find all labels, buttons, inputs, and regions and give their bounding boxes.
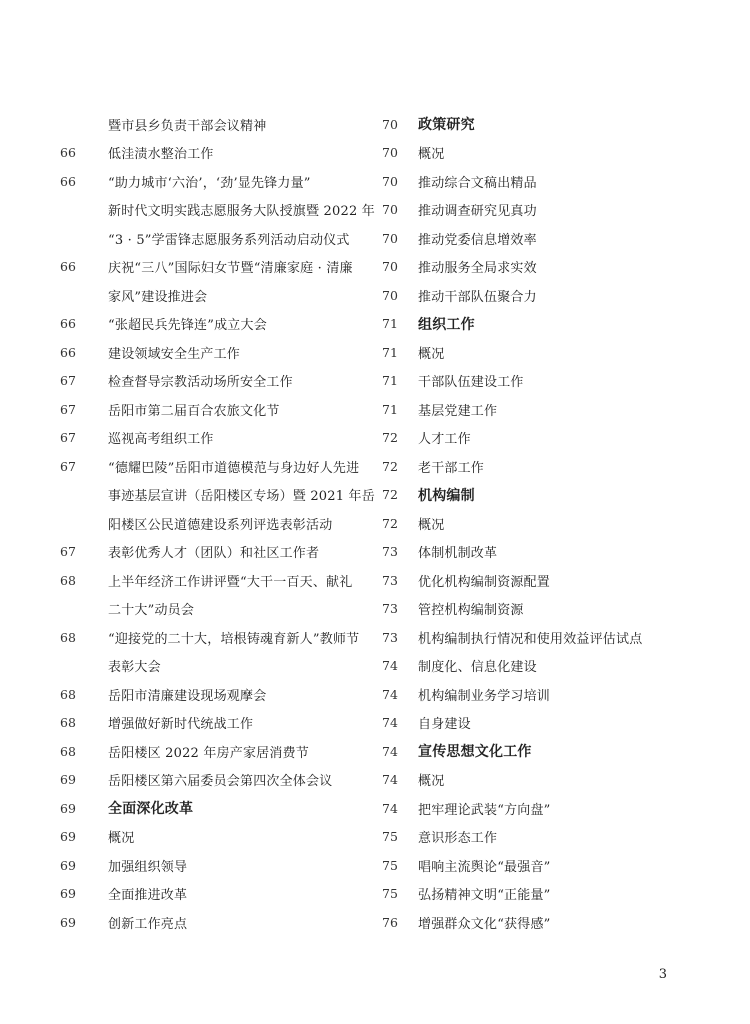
toc-page-number: 67 [60,430,76,446]
toc-entry [376,794,696,823]
toc-entry-title: 组织工作 [418,316,475,333]
toc-page-number: 70 [382,173,398,189]
toc-page-number: 69 [60,829,76,845]
toc-page-number: 71 [382,344,398,360]
toc-entry-title: 弘扬精神文明“正能量” [418,888,551,904]
toc-entry [60,139,360,168]
toc-page-number: 67 [60,401,76,417]
toc-entry-title: 推动党委信息增效率 [418,232,537,248]
toc-entry [60,823,360,852]
toc-page-number: 73 [382,544,398,560]
toc-entry [60,281,360,310]
toc-entry [60,766,360,795]
toc-entry-title: “3 · 5”学雷锋志愿服务系列活动启动仪式 [108,232,350,248]
toc-entry [60,481,375,510]
toc-entry-title: 概况 [418,346,445,362]
toc-entry [376,595,696,624]
toc-page-number: 68 [60,715,76,731]
toc-entry [376,709,696,738]
toc-page-number: 74 [382,772,398,788]
toc-entry-title: “德耀巴陵”岳阳市道德模范与身边好人先进 [108,460,360,476]
toc-entry-title: 把牢理论武装“方向盘” [418,802,551,818]
toc-page-number: 73 [382,572,398,588]
toc-page-number: 70 [382,145,398,161]
toc-entry [376,766,696,795]
toc-entry [376,338,696,367]
toc-entry-title: 岳阳市清廉建设现场观摩会 [108,688,267,704]
toc-page-number: 67 [60,458,76,474]
toc-section-heading [376,110,696,139]
toc-entry-title: 宣传思想文化工作 [418,744,532,761]
toc-entry-title: 体制机制改革 [418,546,498,562]
toc-entry-title: 概况 [418,147,445,163]
toc-page-number: 69 [60,857,76,873]
toc-entry [60,367,360,396]
toc-entry-title: 机构编制执行情况和使用效益评估试点 [418,631,643,647]
toc-entry [60,196,375,225]
toc-entry [60,452,360,481]
toc-entry [376,623,696,652]
toc-page-number: 66 [60,259,76,275]
toc-entry-title: 唱响主流舆论“最强音” [418,859,551,875]
toc-page-number: 66 [60,173,76,189]
toc-entry [376,452,696,481]
toc-entry [60,338,360,367]
toc-left-column [60,110,375,937]
toc-entry [376,281,696,310]
toc-page-number: 70 [382,230,398,246]
toc-entry [60,652,360,681]
toc-entry-title: “助力城市‘六治’，‘劲’显先锋力量” [108,175,311,191]
toc-page-number: 70 [382,116,398,132]
toc-entry-title: 概况 [418,517,445,533]
toc-entry [376,680,696,709]
toc-page-number: 75 [382,857,398,873]
toc-page-number: 68 [60,743,76,759]
toc-entry-title: 上半年经济工作讲评暨“大干一百天、献礼 [108,574,353,590]
toc-entry [60,851,360,880]
toc-page-number: 72 [382,487,398,503]
toc-entry-title: 概况 [108,831,135,847]
toc-entry [60,167,360,196]
toc-entry-title: 表彰优秀人才（团队）和社区工作者 [108,546,320,562]
toc-entry-title: 二十大”动员会 [108,603,195,619]
toc-entry [60,709,360,738]
toc-entry-title: 基层党建工作 [418,403,498,419]
toc-entry [376,880,696,909]
toc-entry [60,595,360,624]
toc-entry [60,224,360,253]
toc-entry-title: 推动服务全局求实效 [418,261,537,277]
toc-entry-title: 优化机构编制资源配置 [418,574,551,590]
toc-entry-title: 岳阳市第二届百合农旅文化节 [108,403,280,419]
toc-entry-title: 家风”建设推进会 [108,289,208,305]
toc-entry-title: 低洼渍水整治工作 [108,147,214,163]
toc-entry [376,253,696,282]
toc-section-heading [376,481,696,510]
toc-entry-title: 表彰大会 [108,660,161,676]
toc-entry [376,395,696,424]
toc-entry [60,908,360,937]
toc-entry-title: 暨市县乡负责干部会议精神 [108,118,267,134]
toc-entry-title: 加强组织领导 [108,859,188,875]
toc-entry-title: 推动调查研究见真功 [418,204,537,220]
toc-entry-title: 检查督导宗教活动场所安全工作 [108,375,293,391]
toc-entry-title: 人才工作 [418,432,471,448]
toc-entry [60,424,360,453]
toc-page-number: 73 [382,601,398,617]
toc-entry [60,566,360,595]
toc-page-number: 66 [60,145,76,161]
toc-entry [376,566,696,595]
toc-entry-title: 增强群众文化“获得感” [418,916,551,932]
toc-entry [60,395,360,424]
toc-page-number: 69 [60,914,76,930]
toc-entry [60,509,360,538]
toc-entry [376,424,696,453]
toc-entry-title: “张超民兵先锋连”成立大会 [108,318,267,334]
toc-entry [60,623,360,652]
toc-page-number: 70 [382,259,398,275]
toc-page-number: 75 [382,829,398,845]
toc-entry [376,823,696,852]
toc-page-number: 69 [60,772,76,788]
toc-entry-title: 建设领域安全生产工作 [108,346,241,362]
toc-entry-title: 全面深化改革 [108,801,194,818]
toc-entry [376,538,696,567]
toc-entry-title: 增强做好新时代统战工作 [108,717,254,733]
toc-page-number: 71 [382,401,398,417]
toc-entry-title: 制度化、信息化建设 [418,660,537,676]
toc-entry-title: 新时代文明实践志愿服务大队授旗暨 2022 年 [108,204,375,220]
toc-page-number: 67 [60,373,76,389]
toc-entry-title: 政策研究 [418,117,475,134]
toc-entry-title: 意识形态工作 [418,831,498,847]
toc-page-number: 74 [382,800,398,816]
toc-section-heading [376,310,696,339]
toc-entry [376,139,696,168]
toc-entry [376,224,696,253]
toc-entry-title: 全面推进改革 [108,888,188,904]
toc-entry [376,851,696,880]
toc-entry [60,880,360,909]
toc-entry [376,908,696,937]
toc-page-number: 74 [382,686,398,702]
toc-entry-title: 推动综合文稿出精品 [418,175,537,191]
toc-right-column [376,110,696,937]
toc-entry [376,196,696,225]
toc-entry [376,167,696,196]
toc-page-number: 75 [382,886,398,902]
toc-entry [60,310,360,339]
toc-entry-title: “迎接党的二十大，培根铸魂育新人”教师节 [108,631,360,647]
toc-entry [60,110,360,139]
toc-entry [60,253,360,282]
toc-entry-title: 机构编制业务学习培训 [418,688,551,704]
toc-page-number: 66 [60,316,76,332]
toc-page-number: 68 [60,572,76,588]
toc-section-heading [376,737,696,766]
toc-section-heading [60,794,360,823]
toc-page-number: 72 [382,515,398,531]
toc-entry-title: 庆祝“三八”国际妇女节暨“清廉家庭 · 清廉 [108,261,353,277]
toc-entry-title: 机构编制 [418,487,475,504]
toc-entry-title: 岳阳楼区第六届委员会第四次全体会议 [108,774,333,790]
toc-page-number: 72 [382,458,398,474]
toc-entry-title: 创新工作亮点 [108,916,188,932]
toc-entry-title: 老干部工作 [418,460,485,476]
toc-page-number: 74 [382,658,398,674]
toc-entry-title: 管控机构编制资源 [418,603,524,619]
toc-entry-title: 阳楼区公民道德建设系列评选表彰活动 [108,517,333,533]
toc-entry-title: 自身建设 [418,717,471,733]
toc-page-number: 69 [60,800,76,816]
toc-page-number: 68 [60,629,76,645]
toc-entry [376,509,696,538]
toc-page-number: 68 [60,686,76,702]
toc-page-number: 74 [382,743,398,759]
toc-page-number: 67 [60,544,76,560]
toc-entry-title: 岳阳楼区 2022 年房产家居消费节 [108,745,309,761]
toc-page-number: 70 [382,202,398,218]
toc-page-number: 71 [382,373,398,389]
toc-page-number: 74 [382,715,398,731]
toc-entry-title: 干部队伍建设工作 [418,375,524,391]
toc-page-number: 72 [382,430,398,446]
toc-entry-title: 事迹基层宣讲（岳阳楼区专场）暨 2021 年岳 [108,489,375,505]
toc-entry [60,680,360,709]
toc-entry-title: 推动干部队伍聚合力 [418,289,537,305]
toc-entry [376,367,696,396]
toc-entry-title: 巡视高考组织工作 [108,432,214,448]
toc-entry-title: 概况 [418,774,445,790]
page-number: 3 [658,967,667,982]
toc-entry [60,538,360,567]
toc-page-number: 76 [382,914,398,930]
toc-page-number: 69 [60,886,76,902]
toc-page-number: 73 [382,629,398,645]
toc-entry [376,652,696,681]
toc-page-number: 71 [382,316,398,332]
toc-page-number: 70 [382,287,398,303]
toc-page-number: 66 [60,344,76,360]
toc-entry [60,737,360,766]
